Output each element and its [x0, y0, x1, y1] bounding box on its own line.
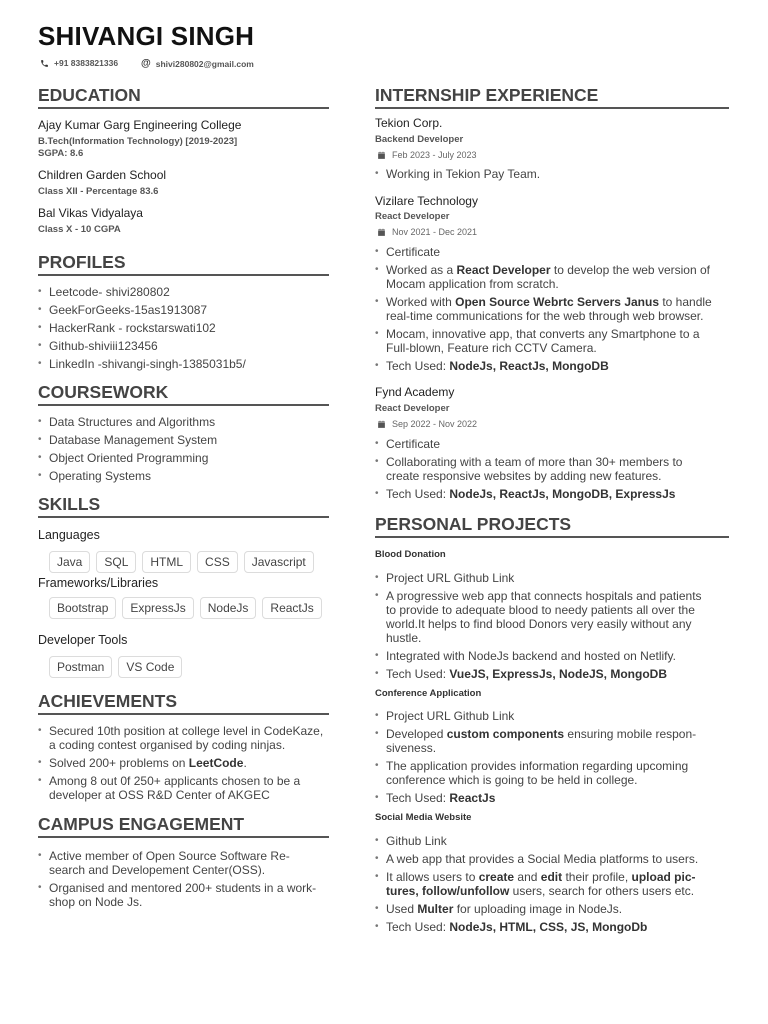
fynd-role: React Developer — [375, 403, 450, 414]
skill-pill: ExpressJs — [122, 597, 193, 619]
frameworks-label: Frameworks/Libraries — [38, 576, 159, 590]
project-title-blood: Blood Donation — [375, 549, 446, 560]
education-detail-2: Class XII - Percentage 83.6 — [38, 186, 159, 197]
social-bullet: • A web app that provides a Social Media platforms to users. — [375, 852, 729, 866]
fynd-date: Sep 2022 - Nov 2022 — [377, 418, 731, 430]
education-grade-1: SGPA: 8.6 — [38, 148, 84, 159]
internship-title: INTERNSHIP EXPERIENCE — [375, 84, 729, 109]
achievement-item: • Secured 10th position at college level in CodeKaze, a coding contest organised by coding ninjas. — [38, 724, 329, 752]
fynd-tech: • Tech Used: NodeJs, ReactJs, MongoDB, ExpressJs — [375, 487, 729, 501]
calendar-icon — [377, 228, 386, 237]
vizilare-org: Vizilare Technology — [375, 194, 478, 208]
phone-number[interactable]: +91 8383821336 — [54, 58, 119, 68]
profile-link-github[interactable]: • Github-shiviii123456 — [38, 339, 329, 353]
tools-label: Developer Tools — [38, 633, 128, 647]
education-section — [38, 84, 329, 236]
tekion-org: Tekion Corp. — [375, 116, 443, 130]
tools-pills — [49, 656, 340, 678]
vizilare-tech: • Tech Used: NodeJs, ReactJs, MongoDB — [375, 359, 729, 373]
profiles-section — [38, 251, 329, 371]
education-title: EDUCATION — [38, 84, 329, 109]
at-icon: @ — [141, 58, 151, 69]
conference-bullet: • The application provides information regarding upcoming conference which is going to be held in college. — [375, 759, 729, 787]
profiles-title: PROFILES — [38, 251, 329, 276]
skill-pill: Postman — [49, 656, 112, 678]
candidate-name: SHIVANGI SINGH — [38, 21, 255, 51]
social-tech: • Tech Used: NodeJs, HTML, CSS, JS, MongoDb — [375, 920, 729, 934]
tekion-date: Feb 2023 - July 2023 — [377, 149, 731, 161]
profile-link-hackerrank[interactable]: • HackerRank - rockstarswati102 — [38, 321, 329, 335]
course-item: • Database Management System — [38, 433, 329, 447]
tekion-role: Backend Developer — [375, 134, 464, 145]
vizilare-role: React Developer — [375, 211, 450, 222]
achievement-item: • Among 8 out 0f 250+ applicants chosen to be a developer at OSS R&D Center of AKGEC — [38, 774, 329, 802]
fynd-org: Fynd Academy — [375, 385, 455, 399]
profile-link-linkedin[interactable]: • LinkedIn -shivangi-singh-1385031b5/ — [38, 357, 329, 371]
skill-pill: ReactJs — [262, 597, 321, 619]
coursework-title: COURSEWORK — [38, 381, 329, 406]
languages-label: Languages — [38, 528, 100, 542]
projects-title: PERSONAL PROJECTS — [375, 513, 729, 538]
blood-bullet: • Integrated with NodeJs backend and hosted on Netlify. — [375, 649, 729, 663]
course-item: • Data Structures and Algorithms — [38, 415, 329, 429]
frameworks-pills — [49, 597, 340, 619]
achievements-section — [38, 690, 329, 802]
skill-pill: Java — [49, 551, 90, 573]
profile-link-leetcode[interactable]: • Leetcode- shivi280802 — [38, 285, 329, 299]
campus-item: • Active member of Open Source Software Re- search and Developement Center(OSS). — [38, 849, 329, 877]
course-item: • Operating Systems — [38, 469, 329, 483]
education-org-3: Bal Vikas Vidyalaya — [38, 206, 143, 220]
skill-pill: NodeJs — [200, 597, 257, 619]
vizilare-date: Nov 2021 - Dec 2021 — [377, 226, 731, 238]
campus-item: • Organised and mentored 200+ students in a work- shop on Node Js. — [38, 881, 329, 909]
phone-icon — [40, 59, 49, 68]
skill-pill: SQL — [96, 551, 136, 573]
education-detail-3: Class X - 10 CGPA — [38, 224, 121, 235]
projects-section — [375, 513, 729, 538]
achievement-item: • Solved 200+ problems on LeetCode. — [38, 756, 329, 770]
blood-tech: • Tech Used: VueJS, ExpressJs, NodeJS, MongoDB — [375, 667, 729, 681]
calendar-icon — [377, 151, 386, 160]
project-title-conference: Conference Application — [375, 688, 482, 699]
blood-project-link[interactable]: • Project URL Github Link — [375, 571, 729, 585]
project-title-social: Social Media Website — [375, 812, 472, 823]
calendar-icon — [377, 420, 386, 429]
education-org-1: Ajay Kumar Garg Engineering College — [38, 118, 242, 132]
campus-section — [38, 813, 329, 909]
blood-bullet: • A progressive web app that connects hospitals and patients to provide to adequate blood to needy patients all over the world.It helps to find blood Donors very easily without any hustle. — [375, 589, 729, 645]
phone-contact — [40, 58, 118, 68]
education-detail-1: B.Tech(Information Technology) [2019-2023] — [38, 136, 238, 147]
tekion-bullet: • Working in Tekion Pay Team. — [375, 167, 729, 181]
conference-tech: • Tech Used: ReactJs — [375, 791, 729, 805]
languages-pills — [49, 551, 340, 573]
skill-pill: Javascript — [244, 551, 314, 573]
vizilare-bullet: • Worked as a React Developer to develop the web version of Mocam application from scratch. — [375, 263, 729, 291]
fynd-bullet: • Collaborating with a team of more than 30+ members to create responsive websites by adding new features. — [375, 455, 729, 483]
achievements-title: ACHIEVEMENTS — [38, 690, 329, 715]
skills-section — [38, 493, 329, 518]
skill-pill: Bootstrap — [49, 597, 116, 619]
social-bullet: • It allows users to create and edit their profile, upload pic- tures, follow/unfollow users, search for others users etc. — [375, 870, 729, 898]
skills-title: SKILLS — [38, 493, 329, 518]
fynd-certificate-link[interactable]: • Certificate — [375, 437, 729, 451]
email-contact — [141, 58, 254, 69]
coursework-section — [38, 381, 329, 483]
course-item: • Object Oriented Programming — [38, 451, 329, 465]
vizilare-bullet: • Mocam, innovative app, that converts any Smartphone to a Full-blown, Feature rich CCTV Camera. — [375, 327, 729, 355]
vizilare-bullet: • Worked with Open Source Webrtc Servers Janus to handle real-time communications for the web through web browser. — [375, 295, 729, 323]
social-github-link[interactable]: • Github Link — [375, 834, 729, 848]
conference-project-link[interactable]: • Project URL Github Link — [375, 709, 729, 723]
skill-pill: CSS — [197, 551, 238, 573]
email-address[interactable]: shivi280802@gmail.com — [155, 58, 254, 69]
skill-pill: HTML — [142, 551, 191, 573]
profile-link-gfg[interactable]: • GeekForGeeks-15as1913087 — [38, 303, 329, 317]
internship-section — [375, 84, 729, 109]
skill-pill: VS Code — [118, 656, 182, 678]
social-bullet: • Used Multer for uploading image in NodeJs. — [375, 902, 729, 916]
vizilare-certificate-link[interactable]: • Certificate — [375, 245, 729, 259]
campus-title: CAMPUS ENGAGEMENT — [38, 813, 329, 838]
conference-bullet: • Developed custom components ensuring mobile respon- siveness. — [375, 727, 729, 755]
education-org-2: Children Garden School — [38, 168, 167, 182]
